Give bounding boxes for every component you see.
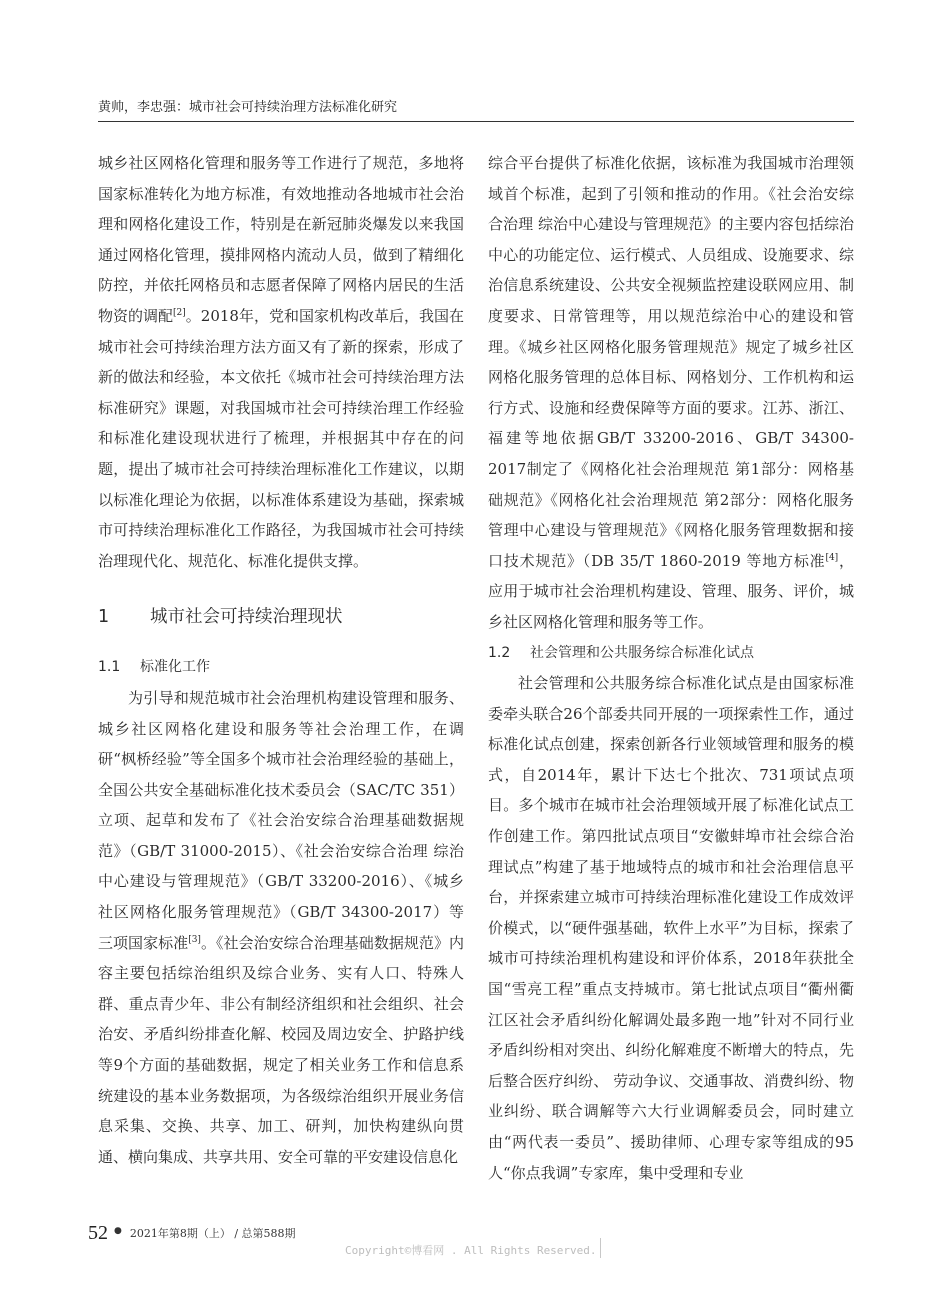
paragraph-standardization (98, 683, 464, 1173)
subsection-title: 社会管理和公共服务综合标准化试点 (530, 644, 754, 661)
paragraph-text: 为引导和规范城市社会治理机构建设管理和服务、城乡社区网格化建设和服务等社会治理工作，在调研“枫桥经验”等全国多个城市社会治理经验的基础上，全国公共安全基础标准化技术委员会（SAC/TC 351）立项、起草和发布了《社会治安综合治理基础数据规范》（GB/T 31000-2015）、《社会治安综合治理 综治中心建设与管理规范》（GB/T 33200-2016）、《城乡社区网格化服务管理规范》（GB/T 34300-2017）等三项国家标准 (98, 688, 464, 952)
subsection-title: 标准化工作 (140, 659, 210, 676)
paragraph-text: 。2018年，党和国家机构改革后，我国在城市社会可持续治理方法方面又有了新的探索，形成了新的做法和经验，本文依托《城市社会可持续治理方法标准研究》课题，对我国城市社会可持续治理工作经验和标准化建设现状进行了梳理，并根据其中存在的问题，提出了城市社会可持续治理标准化工作建议，以期以标准化理论为依据，以标准体系建设为基础，探索城市可持续治理标准化工作路径，为我国城市社会可持续治理现代化、规范化、标准化提供支撑。 (98, 306, 464, 570)
paragraph-pilot-projects: 社会管理和公共服务综合标准化试点是由国家标准委牵头联合26个部委共同开展的一项探索性工作，通过标准化试点创建，探索创新各行业领域管理和服务的模式，自2014年，累计下达七个批次、731项试点项目。多个城市在城市社会治理领域开展了标准化试点工作创建工作。第四批试点项目“安徽蚌埠市社会综合治理试点”构建了基于地域特点的城市和社会治理信息平台，并探索建立城市可持续治理标准化建设工作成效评价模式，以“硬件强基础，软件上水平”为目标，探索了城市可持续治理机构建设和评价体系，2018年获批全国“雪亮工程”重点支持城市。第七批试点项目“衢州衢江区社会矛盾纠纷化解调处最多跑一地”针对不同行业矛盾纠纷相对突出、纠纷化解难度不断增大的特点，先后整合医疗纠纷、 劳动争议、交通事故、消费纠纷、物业纠纷、联合调解等六大行业调解委员会，同时建立由“两代表一委员”、援助律师、心理专家等组成的95人“你点我调”专家库，集中受理和专业 (488, 674, 854, 1182)
section-title: 城市社会可持续治理现状 (150, 607, 343, 628)
issue-info: 2021年第8期（上） / 总第588期 (129, 1227, 296, 1240)
subsection-heading-1-2 (488, 638, 854, 669)
paragraph-text: ，应用于城市社会治理机构建设、管理、服务、评价，城乡社区网格化管理和服务等工作。 (488, 551, 854, 631)
paragraph-text: 综合平台提供了标准化依据，该标准为我国城市治理领域首个标准，起到了引领和推动的作用。《社会治安综合治理 综治中心建设与管理规范》的主要内容包括综治中心的功能定位、运行模式、人员组成、设施要求、综治信息系统建设、公共安全视频监控建设联网应用、制度要求、日常管理等，用以规范综治中心的建设和管理。《城乡社区网格化服务管理规范》规定了城乡社区网格化服务管理的总体目标、网格划分、工作机构和运行方式、设施和经费保障等方面的要求。江苏、浙江、福建等地依据GB/T 33200-2016、GB/T 34300-2017制定了《网格化社会治理规范 第1部分：网格基础规范》《网格化社会治理规范 第2部分：网格化服务管理中心建设与管理规范》《网格化服务管理数据和接口技术规范》（DB 35/T 1860-2019 等地方标准 (488, 154, 854, 570)
paragraph-standardization-continued (488, 148, 854, 638)
paragraph-intro-continued (98, 148, 464, 576)
running-header (98, 96, 854, 122)
bullet-icon: ● (114, 1226, 122, 1236)
subsection-number: 1.2 (488, 644, 511, 661)
citation-ref: [4] (825, 552, 839, 563)
citation-ref: [3] (188, 934, 201, 945)
page-number: 52 (88, 1222, 108, 1244)
copyright-notice: Copyright©博看网 . All Rights Reserved. (345, 1244, 597, 1257)
paragraph-text: 。《社会治安综合治理基础数据规范》内容主要包括综治组织及综合业务、实有人口、特殊人群、重点青少年、非公有制经济组织和社会组织、社会治安、矛盾纠纷排查化解、校园及周边安全、护路护线等9个方面的基础数据，规定了相关业务工作和信息系统建设的基本业务数据项，为各级综治组织开展业务信息采集、交换、共享、加工、研判，加快构建纵向贯通、横向集成、共享共用、安全可靠的平安建设信息化 (98, 933, 464, 1166)
left-column (98, 148, 464, 1172)
running-title: 黄帅，李忠强：城市社会可持续治理方法标准化研究 (98, 100, 398, 115)
subsection-number: 1.1 (98, 659, 121, 676)
section-heading-1 (98, 602, 464, 632)
section-number: 1 (98, 607, 110, 628)
right-column (488, 148, 854, 1188)
text-cursor-icon (600, 1238, 601, 1258)
page-footer (88, 1222, 296, 1245)
subsection-heading-1-1 (98, 652, 464, 683)
paragraph-text: 城乡社区网格化管理和服务等工作进行了规范，多地将国家标准转化为地方标准，有效地推动各地城市社会治理和网格化建设工作，特别是在新冠肺炎爆发以来我国通过网格化管理，摸排网格内流动人员，做到了精细化防控，并依托网格员和志愿者保障了网格内居民的生活物资的调配 (98, 154, 464, 325)
citation-ref: [2] (173, 307, 186, 318)
